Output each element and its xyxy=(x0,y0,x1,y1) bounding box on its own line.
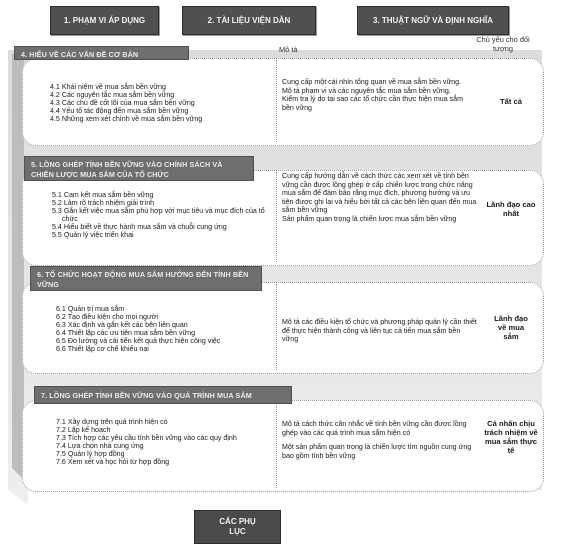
desc-line: Cung cấp hướng dẫn về cách thức các xem xét về tính bền vững cần được lồng ghép ở cấp chiến lược trong chức năng mua sắm để đảm bảo rằng mục đích, phương hướng và ưu tiên được ghi lại và hiểu bởi tất cả các bên liên quan đến mua sắm bền vững xyxy=(282,172,477,214)
list-item[interactable]: 6.2 Tạo điều kiện cho mọi người xyxy=(56,312,158,321)
list-item[interactable]: 5.5 Quản lý việc triển khai xyxy=(52,230,134,239)
section-4-audience: Tất cả xyxy=(500,97,522,106)
appendix-button[interactable] xyxy=(194,510,281,544)
list-item[interactable]: 4.4 Yếu tố tác động đến mua sắm bền vững xyxy=(50,106,189,115)
tab-scope[interactable] xyxy=(50,6,159,35)
section-5-items xyxy=(52,192,272,239)
section-4-divider xyxy=(276,60,277,142)
section-6-items xyxy=(56,306,276,353)
tab-scope-label: 1. PHẠM VI ÁP DỤNG xyxy=(63,16,146,25)
appendix-label: CÁC PHỤ LỤC xyxy=(219,517,256,536)
list-item[interactable]: 6.4 Thiết lập các ưu tiên mua sắm bền vững xyxy=(56,328,196,337)
list-item[interactable]: 7.5 Quản lý hợp đồng xyxy=(56,449,125,458)
list-item[interactable]: 5.4 Hiểu biết về thực hành mua sắm và chuỗi cung ứng xyxy=(52,222,227,231)
section-5-audience: Lãnh đạo cao nhất xyxy=(486,200,536,218)
desc-line: Cung cấp một cái nhìn tổng quan về mua sắm bền vững. xyxy=(282,78,462,86)
section-6-title[interactable]: 6. TỔ CHỨC HOẠT ĐỘNG MUA SẮM HƯỚNG ĐẾN TÍNH BỀN VỮNG xyxy=(30,266,262,291)
section-5-divider xyxy=(276,172,277,262)
list-item[interactable]: 7.6 Xem xét và học hỏi từ hợp đồng xyxy=(56,457,170,466)
list-item[interactable]: 5.2 Làm rõ trách nhiệm giải trình xyxy=(52,198,155,207)
section-7-divider xyxy=(276,402,277,488)
desc-line: Mô tả cách thức cân nhắc về tính bền vững cần được lồng ghép vào các quá trình mua sắm hiện có xyxy=(282,420,467,437)
desc-line: Mô tả các điều kiện tổ chức và phương pháp quản lý cần thiết để thực hiện thành công và liên tục cả tiến mua sắm bền vững xyxy=(282,318,477,343)
section-7-audience: Cá nhân chịu trách nhiệm về mua sắm thực tế xyxy=(484,419,538,455)
list-item[interactable]: 5.3 Gắn kết việc mua sắm phù hợp với mục tiêu và mục đích của tổ chức xyxy=(52,206,265,223)
section-5-desc xyxy=(282,172,482,223)
desc-line: Kiểm tra lý do tại sao các tổ chức cần thực hiện mua sắm bền vững xyxy=(282,95,464,112)
tab-references-label: 2. TÀI LIỆU VIỆN DẪN xyxy=(207,16,291,25)
list-item[interactable]: 6.3 Xác định và gắn kết các bên liên quan xyxy=(56,320,188,329)
tab-references[interactable] xyxy=(182,6,316,35)
list-item[interactable]: 5.1 Cam kết mua sắm bền vững xyxy=(52,191,154,199)
desc-header: Mô tả xyxy=(279,45,298,54)
list-item[interactable]: 7.2 Lập kế hoạch xyxy=(56,425,111,434)
list-item[interactable]: 6.5 Đo lường và cải tiến kết quả thực hiện công việc xyxy=(56,336,221,345)
list-item[interactable]: 7.3 Tích hợp các yêu cầu tính bền vững vào các quy định xyxy=(56,433,237,442)
list-item[interactable]: 7.4 Lựa chọn nhà cung ứng xyxy=(56,441,144,450)
audience-header: Chủ yếu cho đối tượng xyxy=(476,35,530,53)
tab-terms-label: 3. THUẬT NGỮ VÀ ĐỊNH NGHĨA xyxy=(373,16,493,25)
section-7-desc xyxy=(282,420,478,460)
list-item[interactable]: 4.1 Khái niệm về mua sắm bền vững xyxy=(50,83,166,91)
section-6-desc xyxy=(282,318,478,344)
section-4-items xyxy=(50,84,270,124)
section-4-title[interactable]: 4. HIỂU VỀ CÁC VẤN ĐỀ CƠ BẢN xyxy=(14,46,189,60)
desc-line: Một sản phẩm quan trọng là chiến lược tìm nguồn cung ứng bao gồm tính bền vững xyxy=(282,443,472,460)
tab-terms[interactable] xyxy=(357,6,509,35)
list-item[interactable]: 4.2 Các nguyên tắc mua sắm bền vững xyxy=(50,90,175,99)
section-7-title[interactable]: 7. LỒNG GHÉP TÍNH BỀN VỮNG VÀO QUÁ TRÌNH MUA SẮM xyxy=(34,386,292,404)
desc-line: Sản phẩm quan trọng là chiến lược mua sắm bền vững xyxy=(282,214,457,223)
desc-line: Mô tả phạm vi và các nguyên tắc mua sắm bền vững. xyxy=(282,86,451,95)
section-7-items xyxy=(56,419,276,466)
section-6-audience: Lãnh đạo về mua sắm xyxy=(494,314,528,341)
section-6-divider xyxy=(276,284,277,370)
list-item[interactable]: 6.1 Quản trị mua sắm xyxy=(56,305,125,313)
list-item[interactable]: 4.5 Những xem xét chính về mua sắm bền vững xyxy=(50,114,203,123)
list-item[interactable]: 4.3 Các chủ đề cốt lõi của mua sắm bền vững xyxy=(50,98,195,107)
list-item[interactable]: 7.1 Xây dựng trên quá trình hiện có xyxy=(56,418,168,426)
section-5-title[interactable]: 5. LỒNG GHÉP TÍNH BỀN VỮNG VÀO CHÍNH SÁCH VÀ CHIẾN LƯỢC MUA SẮM CỦA TỔ CHỨC xyxy=(24,156,254,181)
section-4-desc xyxy=(282,78,474,112)
list-item[interactable]: 6.6 Thiết lập cơ chế khiếu nại xyxy=(56,344,149,353)
